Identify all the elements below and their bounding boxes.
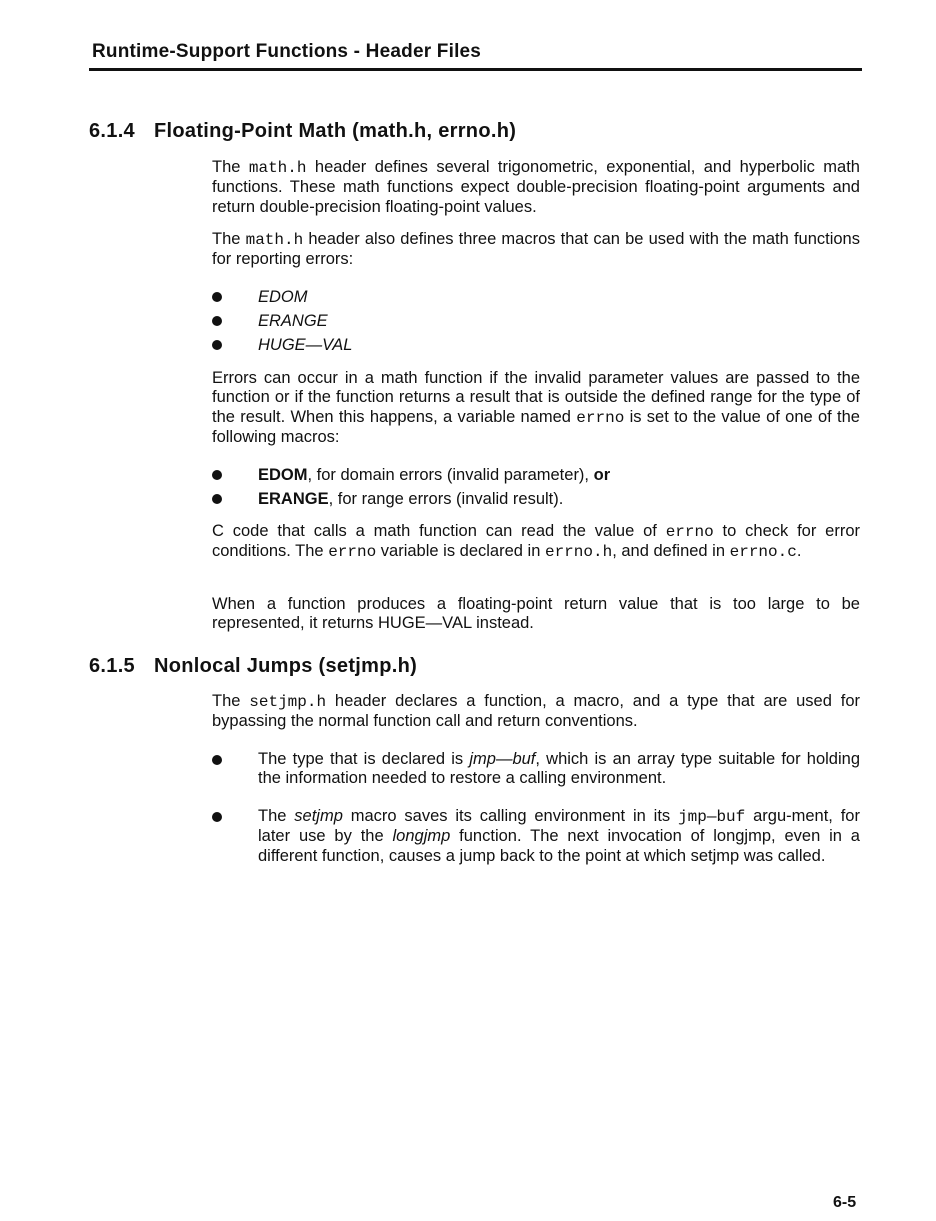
- section-number: 6.1.5: [89, 655, 135, 677]
- paragraph: C code that calls a math function can read the value of errno to check for error conditions. The errno variable is declared in errno.h, and defined in errno.c.: [212, 522, 861, 562]
- bullet-icon: [212, 470, 222, 480]
- paragraph: The setjmp.h header declares a function, a macro, and a type that are used for bypassing the normal function call and return conventions.: [212, 692, 860, 731]
- list-item: The setjmp macro saves its calling environment in its jmp—buf argu-ment, for later use by the longjmp function. The next invocation of longjmp, even in a different function, causes a jump back to the point at which setjmp was called.: [212, 807, 860, 866]
- paragraph: The math.h header also defines three macros that can be used with the math functions for reporting errors:: [212, 230, 860, 269]
- bullet-icon: [212, 755, 222, 765]
- page-number: 6-5: [833, 1194, 857, 1211]
- bullet-icon: [212, 292, 222, 302]
- list-item: The type that is declared is jmp—buf, which is an array type suitable for holding the information needed to restore a calling environment.: [212, 750, 860, 789]
- bullet-icon: [212, 340, 222, 350]
- list-item: EDOM: [212, 285, 860, 309]
- setjmp-list: [212, 750, 860, 789]
- bullet-icon: [212, 494, 222, 504]
- code-setjmp-h: setjmp.h: [249, 693, 327, 711]
- bullet-icon: [212, 812, 222, 822]
- paragraph: Errors can occur in a math function if the invalid parameter values are passed to the function or if the function returns a result that is outside the defined range for the type of the result. When this happens, a variable named errno is set to the value of one of the following macros:: [212, 369, 860, 447]
- section-number: 6.1.4: [89, 120, 135, 142]
- section-heading-6-1-4: [89, 120, 516, 143]
- paragraph: When a function produces a floating-point return value that is too large to be represented, it returns HUGE—VAL instead.: [212, 595, 860, 633]
- code-math-h: math.h: [245, 231, 304, 249]
- bullet-icon: [212, 316, 222, 326]
- error-list: [212, 463, 860, 511]
- header-rule: [89, 68, 862, 71]
- section-title: Floating-Point Math (math.h, errno.h): [154, 120, 517, 142]
- paragraph: The math.h header defines several trigonometric, exponential, and hyperbolic math functions. These math functions expect double-precision floating-point arguments and return double-precision floating-point values.: [212, 158, 860, 216]
- list-item: HUGE—VAL: [212, 333, 860, 357]
- setjmp-list: [212, 807, 860, 866]
- list-item: ERANGE: [212, 309, 860, 333]
- section-heading-6-1-5: [89, 655, 417, 678]
- list-item: ERANGE, for range errors (invalid result).: [212, 487, 860, 511]
- code-errno: errno: [576, 408, 625, 427]
- macro-list: [212, 285, 860, 357]
- running-head: Runtime-Support Functions - Header Files: [92, 41, 482, 62]
- list-item: EDOM, for domain errors (invalid parameter), or: [212, 463, 860, 487]
- code-math-h: math.h: [248, 159, 307, 177]
- section-title: Nonlocal Jumps (setjmp.h): [154, 655, 418, 677]
